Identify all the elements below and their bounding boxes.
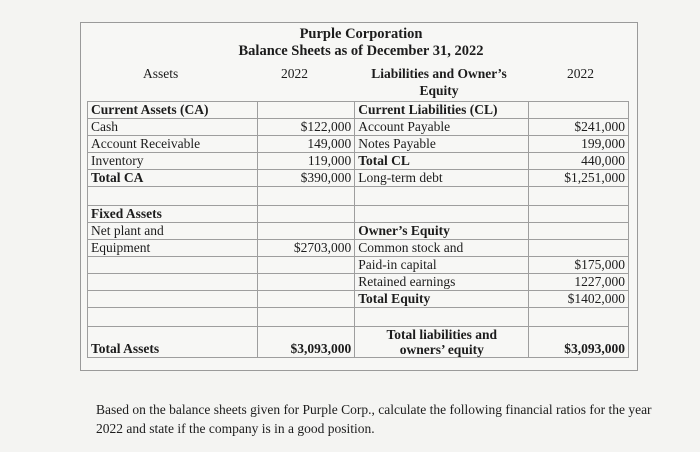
- table-row: [88, 291, 629, 308]
- assets-header: Assets: [143, 66, 179, 81]
- total-ca-label: Total CA: [88, 170, 258, 187]
- total-assets-value: $3,093,000: [257, 327, 355, 358]
- year-header-left: 2022: [281, 66, 308, 81]
- table-row: [88, 119, 629, 136]
- table-row: [88, 240, 629, 257]
- retained-value: 1227,000: [529, 274, 629, 291]
- balance-table: [87, 101, 629, 358]
- table-row: [88, 274, 629, 291]
- table-row: [88, 257, 629, 274]
- ltd-label: Long-term debt: [355, 170, 529, 187]
- total-equity-value: $1402,000: [529, 291, 629, 308]
- equipment-label: Equipment: [88, 240, 258, 257]
- current-liabilities-title: Current Liabilities (CL): [355, 102, 529, 119]
- net-plant-value: $2703,000: [257, 240, 355, 257]
- question-text: Based on the balance sheets given for Purple Corp., calculate the following financial ratios for the year 2022 and state if the company is in a good position.: [96, 402, 652, 436]
- ar-label: Account Receivable: [88, 136, 258, 153]
- table-row: [88, 136, 629, 153]
- balance-sheet: [80, 22, 638, 371]
- table-row: [88, 170, 629, 187]
- fixed-assets-title: Fixed Assets: [88, 206, 258, 223]
- table-row: [88, 187, 629, 206]
- common-stock-value: $175,000: [529, 257, 629, 274]
- total-assets-label: Total Assets: [88, 327, 258, 358]
- sheet-heading: [81, 26, 641, 60]
- total-le-value: $3,093,000: [529, 327, 629, 358]
- ap-value: $241,000: [529, 119, 629, 136]
- ar-value: 149,000: [257, 136, 355, 153]
- owners-equity-title: Owner’s Equity: [355, 223, 529, 240]
- total-cl-value: 440,000: [529, 153, 629, 170]
- current-assets-title: Current Assets (CA): [88, 102, 258, 119]
- table-row: [88, 102, 629, 119]
- ap-label: Account Payable: [355, 119, 529, 136]
- np-label: Notes Payable: [355, 136, 529, 153]
- total-cl-label: Total CL: [355, 153, 529, 170]
- table-row: [88, 223, 629, 240]
- net-plant-label: Net plant and: [88, 223, 258, 240]
- table-row: [88, 206, 629, 223]
- total-le-label: Total liabilities and owners’ equity: [355, 327, 529, 358]
- paid-in-label: Paid-in capital: [355, 257, 529, 274]
- company-title: Purple Corporation: [299, 26, 423, 42]
- cash-label: Cash: [88, 119, 258, 136]
- year-header-right: 2022: [567, 66, 594, 81]
- table-row: [88, 308, 629, 327]
- total-ca-value: $390,000: [257, 170, 355, 187]
- liabilities-header: Liabilities and Owner’s Equity: [371, 66, 507, 98]
- ltd-value: $1,251,000: [529, 170, 629, 187]
- inventory-label: Inventory: [88, 153, 258, 170]
- common-stock-label: Common stock and: [355, 240, 529, 257]
- cash-value: $122,000: [257, 119, 355, 136]
- inventory-value: 119,000: [257, 153, 355, 170]
- total-equity-label: Total Equity: [355, 291, 529, 308]
- sheet-subtitle: Balance Sheets as of December 31, 2022: [238, 43, 484, 59]
- retained-label: Retained earnings: [355, 274, 529, 291]
- table-row: [88, 153, 629, 170]
- table-row: [88, 327, 629, 358]
- np-value: 199,000: [529, 136, 629, 153]
